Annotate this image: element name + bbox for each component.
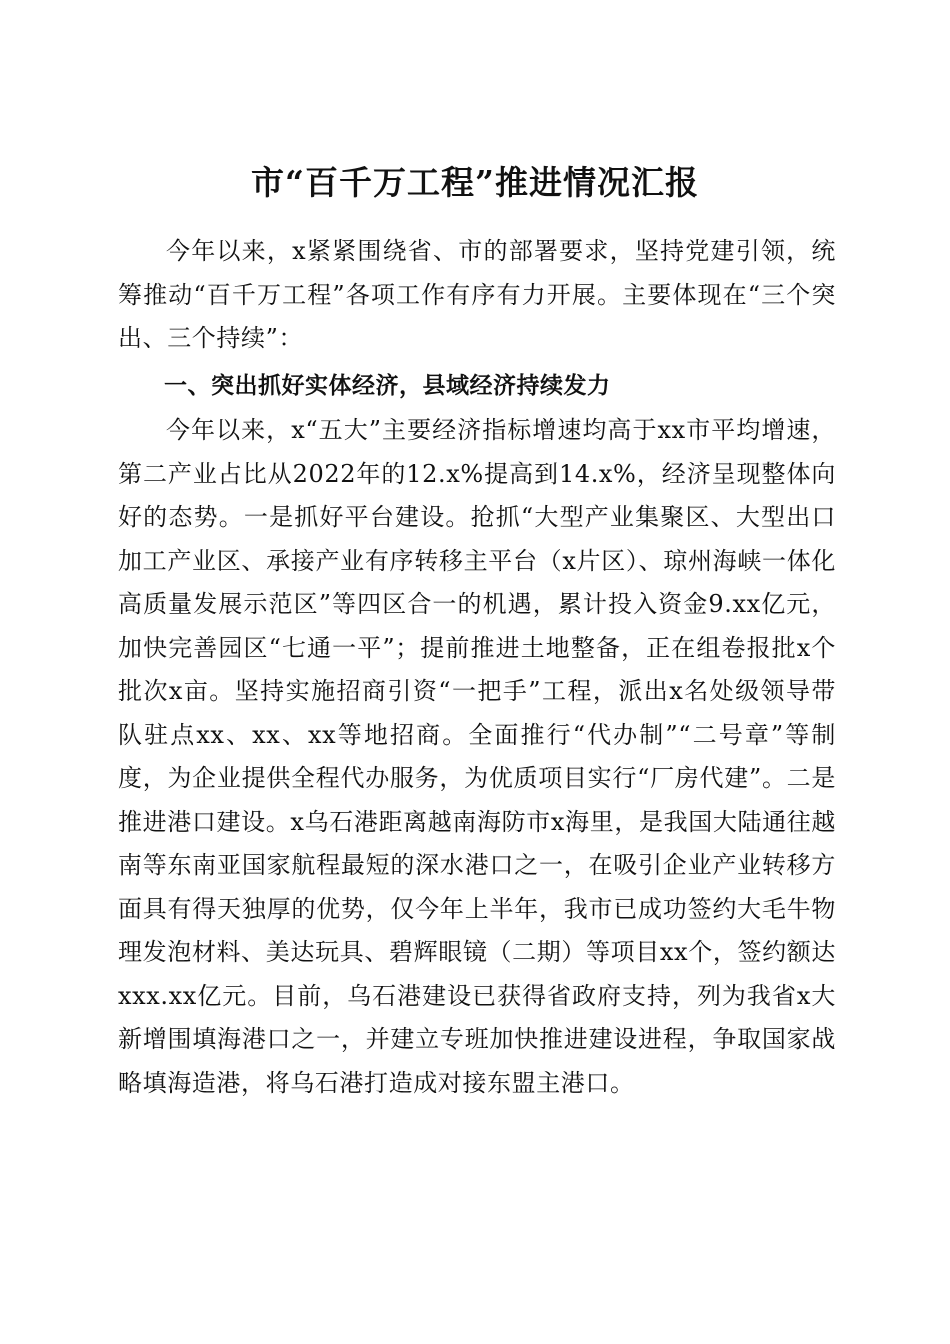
- section-1-paragraph: 今年以来，x“五大”主要经济指标增速均高于xx市平均增速，第二产业占比从2022年的12.x%提高到14.x%，经济呈现整体向好的态势。一是抓好平台建设。抢抓“大型产业集聚区、大型出口加工产业区、承接产业有序转移主平台（x片区）、琼州海峡一体化高质量发展示范区”等四区合一的机遇，累计投入资金9.xx亿元，加快完善园区“七通一平”；提前推进土地整备，正在组卷报批x个批次x亩。坚持实施招商引资“一把手”工程，派出x名处级领导带队驻点xx、xx、xx等地招商。全面推行“代办制”“二号章”等制度，为企业提供全程代办服务，为优质项目实行“厂房代建”。二是推进港口建设。x乌石港距离越南海防市x海里，是我国大陆通往越南等东南亚国家航程最短的深水港口之一，在吸引企业产业转移方面具有得天独厚的优势，仅今年上半年，我市已成功签约大毛牛物理发泡材料、美达玩具、碧辉眼镜（二期）等项目xx个，签约额达xxx.xx亿元。目前，乌石港建设已获得省政府支持，列为我省x大新增围填海港口之一，并建立专班加快推进建设进程，争取国家战略填海造港，将乌石港打造成对接东盟主港口。: [118, 416, 836, 1097]
- intro-paragraph: 今年以来，x紧紧围绕省、市的部署要求，坚持党建引领，统筹推动“百千万工程”各项工作有序有力开展。主要体现在“三个突出、三个持续”：: [118, 237, 836, 352]
- document-title: 市“百千万工程”推进情况汇报: [251, 163, 699, 203]
- section-1-heading: 一、突出抓好实体经济，县域经济持续发力: [164, 373, 611, 399]
